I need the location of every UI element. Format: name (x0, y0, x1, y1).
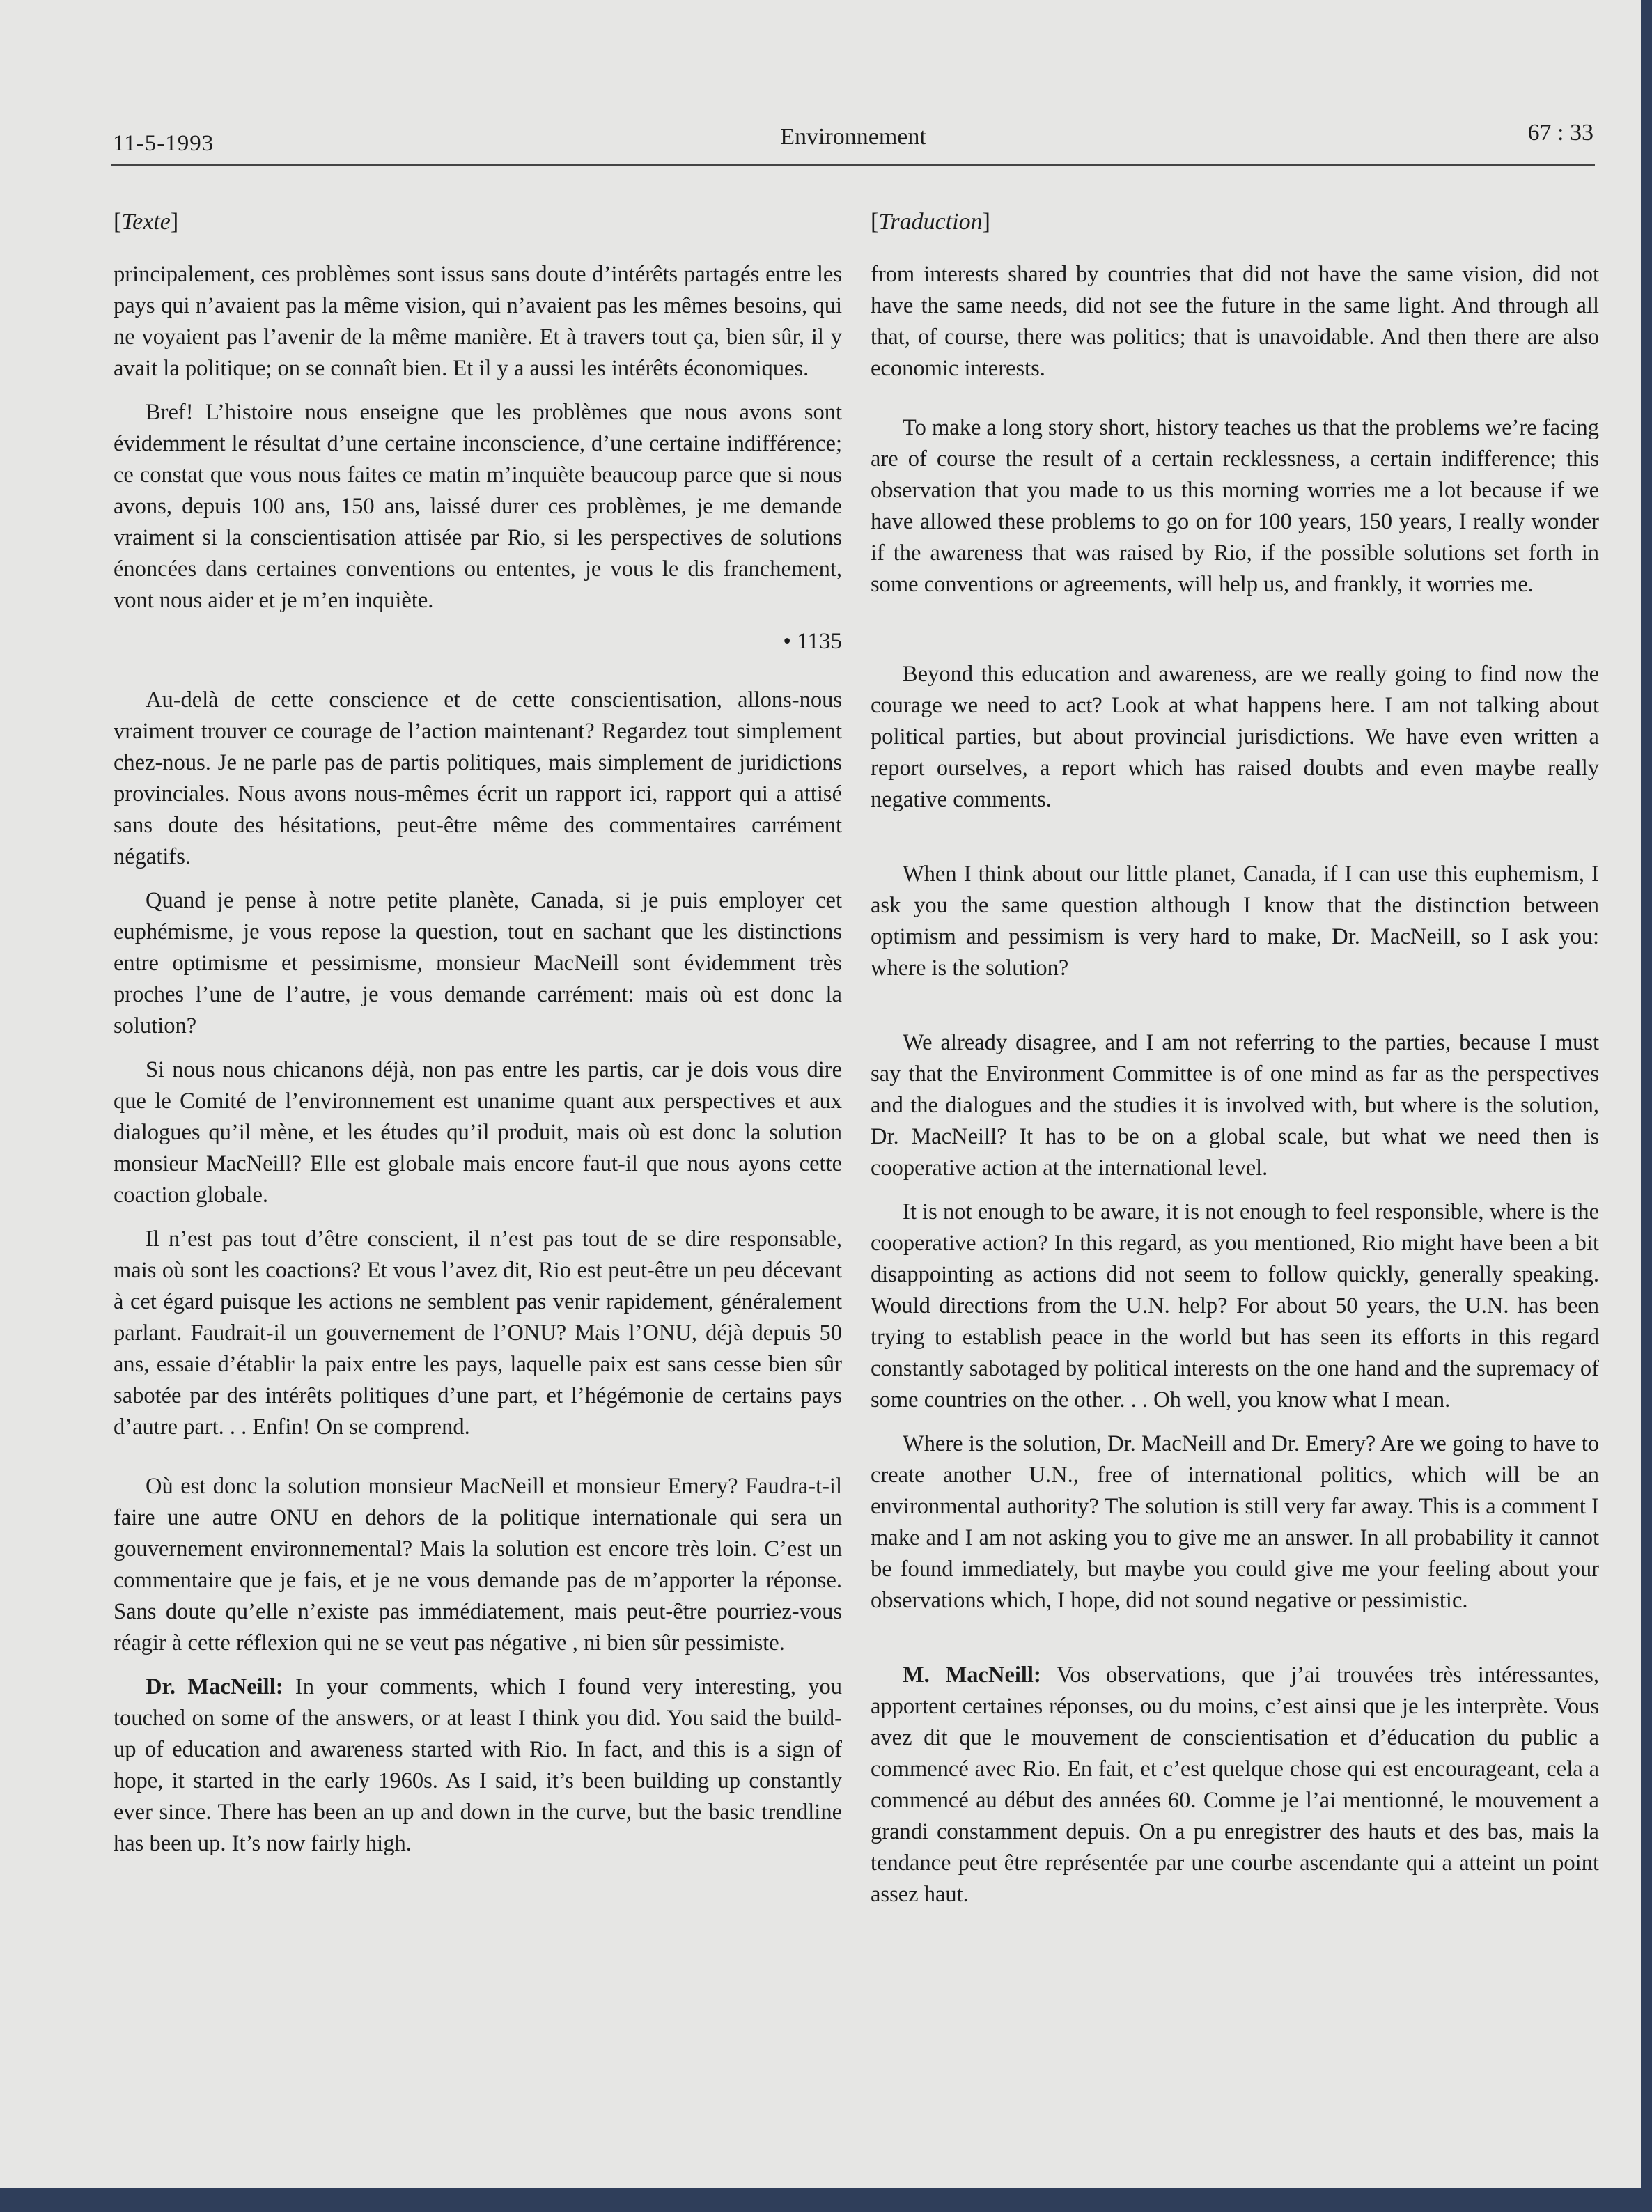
right-column-translation (871, 209, 1599, 1910)
header-date: 11-5-1993 (113, 131, 215, 156)
right-paragraph-6: It is not enough to be aware, it is not enough to feel responsible, where is the cooperative action? In this regard, as you mentioned, Rio might have been a bit disappointing as actions did not seem to follow quickly, generally speaking. Would directions from the U.N. help? For about 50 years, the U.N. has been trying to establish peace in the world but has seen its efforts in this regard constantly sabotaged by political interests on the one hand and the supremacy of some countries on the other. . . Oh well, you know what I mean. (871, 1199, 1599, 1412)
left-paragraph-5: Si nous nous chicanons déjà, non pas entre les partis, car je dois vous dire que le Comité de l’environnement est unanime quant aux perspectives et aux dialogues qu’il mène, et les études qu’il produit, mais où est donc la solution monsieur MacNeill? Elle est globale mais encore faut-il que nous ayons cette coaction globale. (114, 1057, 842, 1208)
timestamp: • 1135 (783, 629, 842, 654)
right-label-text: Traduction (878, 209, 983, 235)
left-speaker-paragraph (114, 1672, 842, 1860)
page-header (111, 111, 1595, 166)
right-paragraph-2: To make a long story short, history teaches us that the problems we’re facing are of course the result of a certain recklessness, a certain indifference; this observation that you made to us this morning worries me a lot because if we have allowed these problems to go on for 100 years, 150 years, I really wonder if the awareness that was raised by Rio, if the possible solutions set forth in some conventions or agreements, will help us, and frankly, it worries me. (871, 415, 1599, 597)
left-column-label: [Texte] (114, 209, 179, 235)
right-paragraph-5: We already disagree, and I am not referring to the parties, because I must say that the Environment Committee is of one mind as far as the perspectives and the dialogues and the studies it is involved with, but where is the solution, Dr. MacNeill? It has to be on a global scale, but what we need then is cooperative action at the international level. (871, 1030, 1599, 1181)
left-paragraph-3: Au-delà de cette conscience et de cette conscientisation, allons-nous vraiment trouver ce courage de l’action maintenant? Regardez tout simplement chez-nous. Je ne parle pas de partis politiques, mais simplement de juridictions provinciales. Nous avons nous-mêmes écrit un rapport ici, rapport qui a attisé sans doute des hésitations, peut-être même des commentaires carrément négatifs. (114, 687, 842, 869)
left-column-french (114, 209, 842, 1860)
right-paragraph-4: When I think about our little planet, Canada, if I can use this euphemism, I ask you the same question although I know that the distinction between optimism and pessimism is very hard to make, Dr. MacNeill, so I ask you: where is the solution? (871, 862, 1599, 981)
right-paragraph-1: from interests shared by countries that did not have the same vision, did not have the same needs, did not see the future in the same light. And through all that, of course, there was politics; that is unavoidable. And then there are also economic interests. (871, 262, 1599, 381)
left-speaker-name: Dr. MacNeill: (146, 1674, 283, 1699)
header-page-number: 67 : 33 (1527, 120, 1593, 146)
right-speaker-name: M. MacNeill: (903, 1662, 1041, 1688)
right-paragraph-3: Beyond this education and awareness, are we really going to find now the courage we need to act? Look at what happens here. I am not talking about political parties, but about provincial jurisdictions. We have even written a report ourselves, a report which has raised doubts and even maybe really negative comments. (871, 662, 1599, 812)
header-title: Environnement (780, 124, 926, 150)
left-paragraph-6: Il n’est pas tout d’être conscient, il n’est pas tout de se dire responsable, mais où sont les coactions? Et vous l’avez dit, Rio est peut-être un peu décevant à cet égard puisque les actions ne semblent pas venir rapidement, généralement parlant. Faudrait-il un gouvernement de l’ONU? Mais l’ONU, déjà depuis 50 ans, essaie d’établir la paix entre les pays, laquelle paix est sans cesse bien sûr sabotée par des intérêts politiques d’une part, et l’hégémonie de certains pays d’autre part. . . Enfin! On se comprend. (114, 1226, 842, 1440)
left-speaker-text: In your comments, which I found very interesting, you touched on some of the answers, or at least I think you did. You said the build-up of education and awareness started with Rio. In fact, and this is a sign of hope, it started in the early 1960s. As I said, it’s been building up constantly ever since. There has been an up and down in the curve, but the basic trendline has been up. It’s now fairly high. (114, 1674, 842, 1856)
left-paragraph-1: principalement, ces problèmes sont issus sans doute d’intérêts partagés entre les pays qui n’avaient pas la même vision, qui n’avaient pas les mêmes besoins, qui ne voyaient pas l’avenir de la même manière. Et à travers tout ça, bien sûr, il y avait la politique; on se connaît bien. Et il y a aussi les intérêts économiques. (114, 262, 842, 381)
right-speaker-paragraph (871, 1660, 1599, 1910)
left-paragraph-7: Où est donc la solution monsieur MacNeill et monsieur Emery? Faudra-t-il faire une autre ONU en dehors de la politique internationale qui sera un gouvernement environnemental? Mais la solution est encore très loin. C’est un commentaire que je fais, et je ne vous demande pas de m’apporter la réponse. Sans doute qu’elle n’existe pas immédiatement, mais peut-être pourriez-vous réagir à cette réflexion qui ne se veut pas négative , ni bien sûr pessimiste. (114, 1474, 842, 1656)
left-paragraph-4: Quand je pense à notre petite planète, Canada, si je puis employer cet euphémisme, je vous repose la question, tout en sachant que les distinctions entre optimisme et pessimisme, monsieur MacNeill sont évidemment très proches l’une de l’autre, je vous demande carrément: mais où est donc la solution? (114, 888, 842, 1038)
right-column-label: [Traduction] (871, 209, 990, 235)
left-label-text: Texte (121, 209, 171, 235)
right-paragraph-7: Where is the solution, Dr. MacNeill and Dr. Emery? Are we going to have to create another U.N., free of international politics, which will be an environmental authority? The solution is still very far away. This is a comment I make and I am not asking you to give me an answer. In all probability it cannot be found immediately, but maybe you could give me your feeling about your observations which, I hope, did not sound negative or pessimistic. (871, 1431, 1599, 1613)
right-speaker-text: Vos observations, que j’ai trouvées très intéressantes, apportent certaines réponses, ou du moins, c’est ainsi que je les interprète. Vous avez dit que le mouvement de conscientisation et d’éducation du public a commencé avec Rio. En fait, et c’est quelque chose qui est encourageant, cela a commencé au début des années 60. Comme je l’ai mentionné, le mouvement a grandi constamment depuis. On a pu enregistrer des hauts et des bas, mais la tendance peut être représentée par une courbe ascendante qui a atteint un point assez haut. (871, 1662, 1599, 1907)
left-paragraph-2: Bref! L’histoire nous enseigne que les problèmes que nous avons sont évidemment le résultat d’une certaine inconscience, d’une certaine indifférence; ce constat que vous nous faites ce matin m’inquiète beaucoup parce que si nous avons, depuis 100 ans, 150 ans, laissé durer ces problèmes, je me demande vraiment si la conscientisation attisée par Rio, si les perspectives de solutions énoncées dans certaines conventions ou ententes, je vous le dis franchement, vont nous aider et je m’en inquiète. (114, 400, 842, 613)
